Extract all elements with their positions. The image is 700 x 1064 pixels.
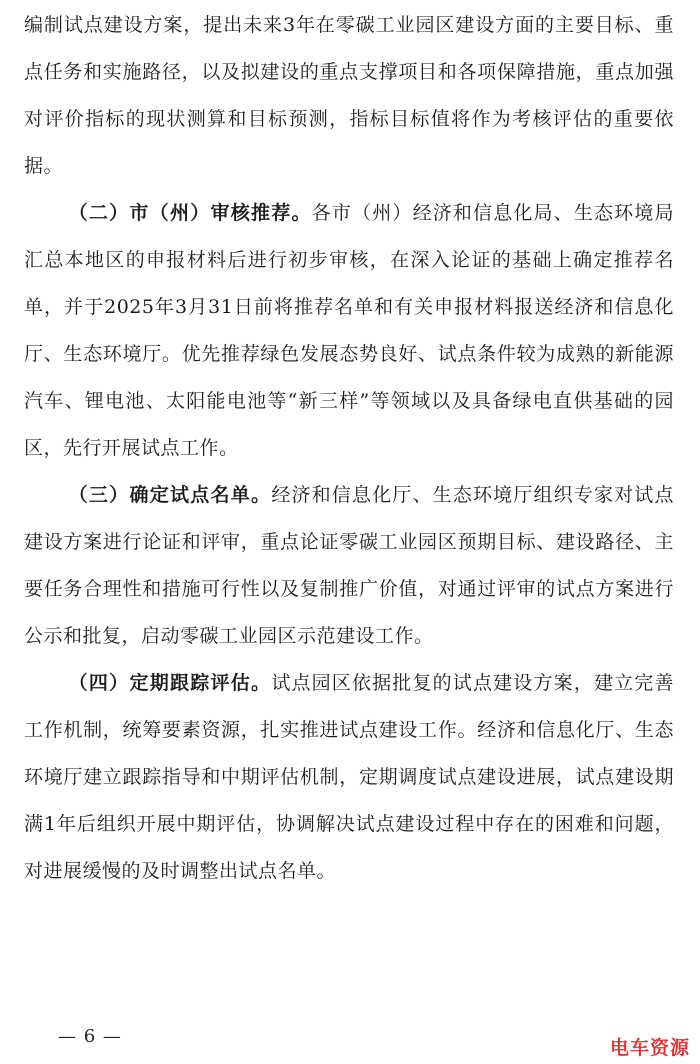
paragraph-review-recommendation <box>24 190 674 472</box>
page-number: — 6 — <box>58 1026 122 1047</box>
section-heading-tracking: （四）定期跟踪评估。 <box>68 672 272 694</box>
section-heading-confirm: （三）确定试点名单。 <box>68 484 272 506</box>
document-body <box>24 2 674 895</box>
paragraph-confirm-list <box>24 472 674 660</box>
paragraph-text: 各市（州）经济和信息化局、生态环境局汇总本地区的申报材料后进行初步审核，在深入论证的基础上确定推荐名单，并于2025年3月31日前将推荐名单和有关申报材料报送经济和信息化厅、生态环境厅。优先推荐绿色发展态势良好、试点条件较为成熟的新能源汽车、锂电池、太阳能电池等“新三样”等领域以及具备绿电直供基础的园区，先行开展试点工作。 <box>24 202 674 459</box>
paragraph-plan-continuation <box>24 2 674 190</box>
paragraph-text: 编制试点建设方案，提出未来3年在零碳工业园区建设方面的主要目标、重点任务和实施路径，以及拟建设的重点支撑项目和各项保障措施，重点加强对评价指标的现状测算和目标预测，指标目标值将作为考核评估的重要依据。 <box>24 14 674 177</box>
watermark-logo: 电车资源 <box>609 1037 690 1059</box>
paragraph-tracking-evaluation <box>24 660 674 895</box>
paragraph-text: 试点园区依据批复的试点建设方案，建立完善工作机制，统筹要素资源，扎实推进试点建设工作。经济和信息化厅、生态环境厅建立跟踪指导和中期评估机制，定期调度试点建设进展，试点建设期满1年后组织开展中期评估，协调解决试点建设过程中存在的困难和问题，对进展缓慢的及时调整出试点名单。 <box>24 672 674 882</box>
section-heading-review: （二）市（州）审核推荐。 <box>68 202 312 224</box>
paragraph-text: 经济和信息化厅、生态环境厅组织专家对试点建设方案进行论证和评审，重点论证零碳工业园区预期目标、建设路径、主要任务合理性和措施可行性以及复制推广价值，对通过评审的试点方案进行公示和批复，启动零碳工业园区示范建设工作。 <box>24 484 674 647</box>
